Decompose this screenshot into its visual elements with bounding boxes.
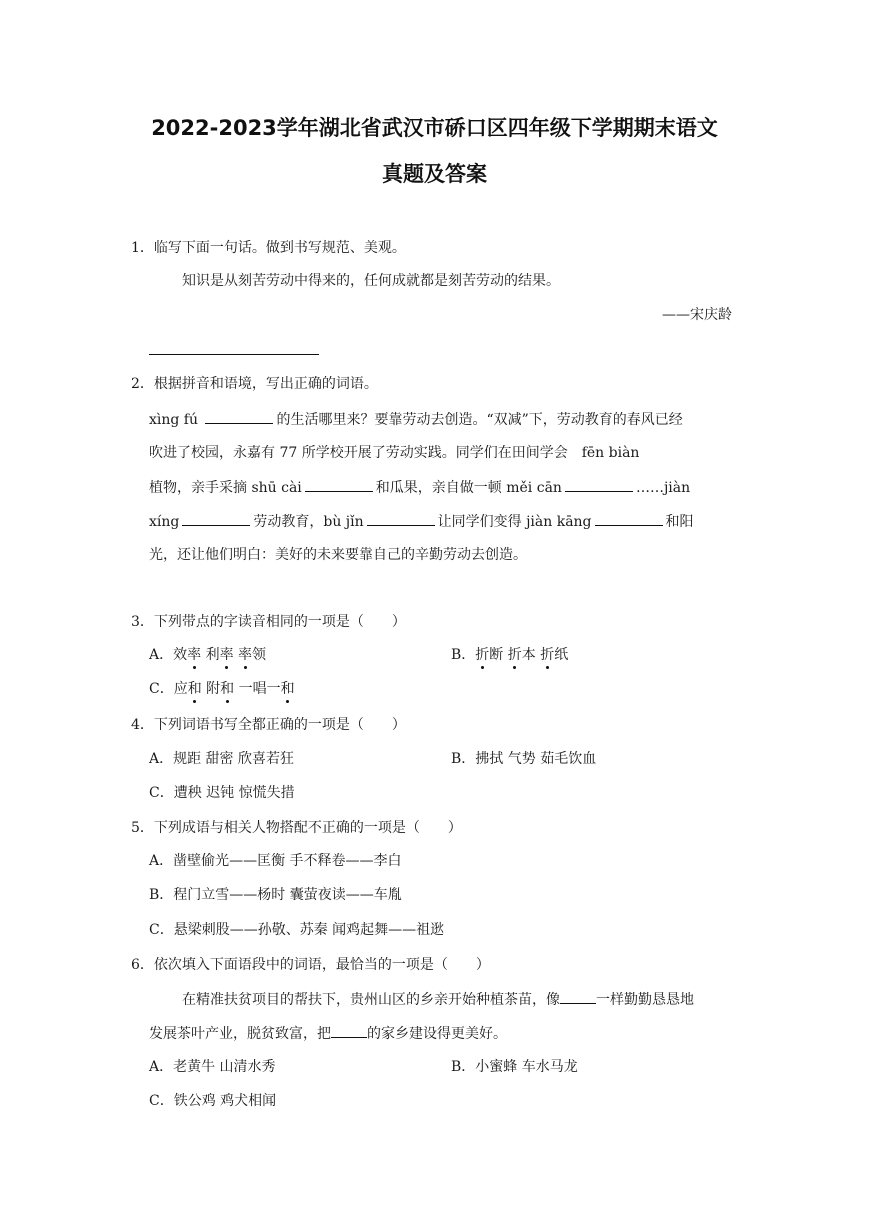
q2-text-1: 的生活哪里来？要靠劳动去创造。“双减”下，劳动教育的春风已经	[276, 412, 683, 428]
q6-blank-1	[560, 989, 596, 1004]
q3-a-dotted-char: 率	[219, 647, 234, 663]
q2-pinyin-1: xìng fú	[149, 412, 198, 428]
q4-option-a: A．规距 甜密 欣喜若狂	[149, 751, 295, 767]
q3-b-char: 本	[521, 647, 536, 663]
q3-c-dotted-char: 和	[187, 681, 202, 697]
q2-text-4b: 劳动教育，bù jǐn	[253, 514, 364, 530]
q2-line-4	[149, 511, 694, 532]
q2-blank-1	[205, 409, 273, 424]
q3-a-char: 领	[252, 647, 267, 663]
q3-option-c-prefix: C．	[149, 681, 174, 697]
q2-text-4c: 让同学们变得 jiàn kāng	[437, 514, 592, 530]
q3-option-b	[451, 645, 568, 665]
q1-author: ——宋庆龄	[662, 307, 732, 323]
page-title-line-2: 真题及答案	[382, 162, 487, 186]
q3-c-char: 附	[206, 681, 221, 697]
q4-option-b: B．拂拭 气势 茹毛饮血	[451, 751, 597, 767]
q3-a-char: 利	[205, 647, 220, 663]
q3-option-a	[149, 645, 266, 665]
q1-quote: 知识是从刻苦劳动中得来的，任何成就都是刻苦劳动的结果。	[182, 273, 560, 289]
q6-passage-line-2	[149, 1023, 507, 1044]
q6-blank-2	[331, 1023, 367, 1038]
q6-option-b: B．小蜜蜂 车水马龙	[451, 1059, 578, 1075]
page-title-line-1: 2022-2023学年湖北省武汉市硚口区四年级下学期期末语文	[151, 116, 718, 140]
q5-stem: 5．下列成语与相关人物搭配不正确的一项是（ ）	[131, 820, 462, 836]
q6-stem: 6．依次填入下面语段中的词语，最恰当的一项是（ ）	[131, 957, 490, 973]
q6-passage-text-2a: 发展茶叶产业，脱贫致富，把	[149, 1026, 331, 1042]
q3-a-char: 效	[173, 647, 188, 663]
q5-option-a: A．凿壁偷光——匡衡 手不释卷——李白	[149, 853, 402, 869]
q3-option-c	[149, 679, 295, 699]
q3-option-b-prefix: B．	[451, 647, 476, 663]
q5-option-b: B．程门立雪——杨时 囊萤夜读——车胤	[149, 887, 402, 903]
q2-pinyin-4: xíng	[149, 514, 180, 530]
q1-answer-line	[149, 354, 319, 355]
q2-stem: 2．根据拼音和语境，写出正确的词语。	[131, 376, 378, 392]
q6-passage-text-1a: 在精准扶贫项目的帮扶下，贵州山区的乡亲开始种植茶苗，像	[182, 992, 560, 1008]
q2-line-2: 吹进了校园，永嘉有 77 所学校开展了劳动实践。同学们在田间学会 fēn biàn	[149, 445, 640, 461]
q2-blank-5	[182, 511, 250, 526]
q3-c-char: 一唱一	[238, 681, 281, 697]
q3-b-dotted-char: 折	[475, 647, 490, 663]
q3-a-dotted-char: 率	[238, 647, 253, 663]
q3-c-char: 应	[173, 681, 188, 697]
q4-option-c: C．遭秧 迟钝 惊慌失措	[149, 785, 295, 801]
q6-option-a: A．老黄牛 山清水秀	[149, 1059, 276, 1075]
q2-blank-7	[595, 511, 663, 526]
q6-option-c: C．铁公鸡 鸡犬相闻	[149, 1093, 277, 1109]
q2-blank-4	[565, 477, 633, 492]
q3-stem: 3．下列带点的字读音相同的一项是（ ）	[131, 614, 406, 630]
q3-a-dotted-char: 率	[187, 647, 202, 663]
q3-c-dotted-char: 和	[220, 681, 235, 697]
q3-c-dotted-char: 和	[280, 681, 295, 697]
q1-stem: 1．临写下面一句话。做到书写规范、美观。	[131, 240, 406, 256]
q2-text-4d: 和阳	[665, 514, 694, 530]
q3-b-char: 纸	[554, 647, 569, 663]
q3-b-dotted-char: 折	[540, 647, 555, 663]
q3-b-dotted-char: 折	[507, 647, 522, 663]
q2-text-3c: ……jiàn	[635, 480, 691, 496]
q2-text-3a: 植物，亲手采摘 shū cài	[149, 480, 302, 496]
q2-blank-3	[305, 477, 373, 492]
q2-blank-6	[367, 511, 435, 526]
q6-passage-line-1	[182, 989, 694, 1010]
q2-line-3	[149, 477, 690, 498]
q2-line-5: 光，还让他们明白：美好的未来要靠自己的辛勤劳动去创造。	[149, 547, 527, 563]
q4-stem: 4．下列词语书写全都正确的一项是（ ）	[131, 717, 406, 733]
q2-text-3b: 和瓜果，亲自做一顿 měi cān	[375, 480, 562, 496]
q5-option-c: C．悬梁刺股——孙敬、苏秦 闻鸡起舞——祖逖	[149, 922, 445, 938]
q2-line-1	[149, 409, 683, 430]
q6-passage-text-2b: 的家乡建设得更美好。	[367, 1026, 507, 1042]
q6-passage-text-1b: 一样勤勤恳恳地	[596, 992, 694, 1008]
q3-b-char: 断	[489, 647, 504, 663]
q3-option-a-prefix: A．	[149, 647, 174, 663]
